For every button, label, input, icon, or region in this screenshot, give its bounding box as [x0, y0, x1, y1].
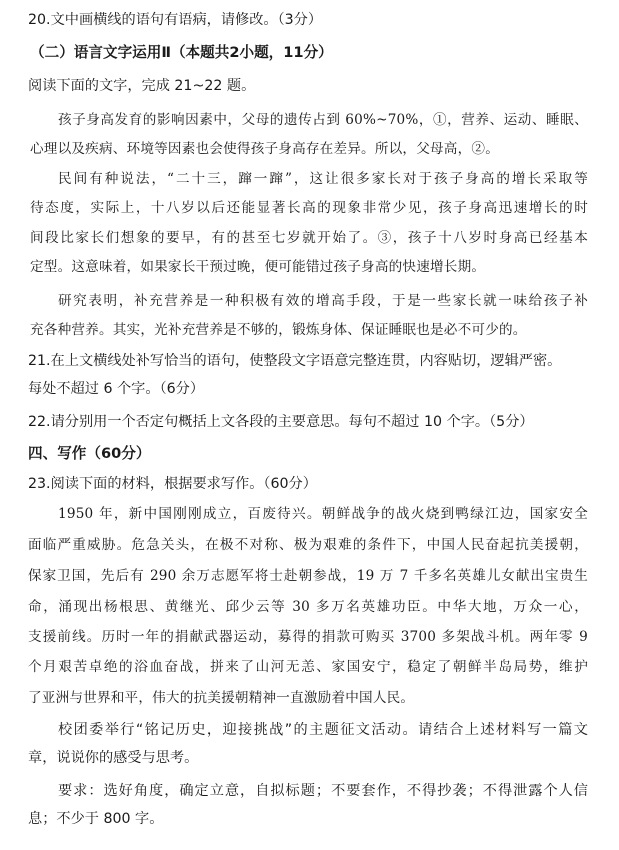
- question-23: 23.阅读下面的材料，根据要求写作。（60分）: [28, 476, 317, 492]
- section-4-heading: 四、写作（60分）: [28, 445, 151, 462]
- material-line1: 1950 年，新中国刚刚成立，百废待兴。朝鲜战争的战火烧到鸭绿江边，国家安全: [58, 506, 588, 522]
- material-line6: 个月艰苦卓绝的浴血奋战，拼来了山河无恙、家国安宁，稳定了朝鲜半岛局势，维护: [28, 659, 588, 675]
- passage-p2-line4: 定型。这意味着，如果家长干预过晚，便可能错过孩子身高的快速增长期。: [30, 259, 486, 275]
- question-22: 22.请分别用一个否定句概括上文各段的主要意思。每句不超过 10 个字。（5分）: [28, 414, 534, 430]
- section-2-heading: （二）语言文字运用Ⅱ（本题共2小题，11分）: [30, 44, 333, 61]
- passage-p3-line2: 充各种营养。其实，光补充营养是不够的，锻炼身体、保证睡眠也是必不可少的。: [30, 322, 527, 338]
- material-line5: 支援前线。历时一年的捐献武器运动，募得的捐款可购买 3700 多架战斗机。两年零 9: [28, 629, 588, 645]
- passage-p1-line1: 孩子身高发育的影响因素中，父母的遗传占到 60%~70%，①，营养、运动、睡眠、: [58, 112, 588, 128]
- passage-p2-line1: 民间有种说法，“二十三，蹿一蹿”，这让很多家长对于孩子身高的增长采取等: [58, 171, 588, 187]
- passage-p2-line3: 间段比家长们想象的要早，有的甚至七岁就开始了。③，孩子十八岁时身高已经基本: [30, 230, 588, 246]
- material-line4: 命，涌现出杨根思、黄继光、邱少云等 30 多万名英雄功臣。中华大地，万众一心，: [28, 599, 588, 615]
- question-21-line1: 21.在上文横线处补写恰当的语句，使整段文字语意完整连贯，内容贴切，逻辑严密。: [28, 353, 562, 369]
- passage-p2-line2: 待态度，实际上，十八岁以后还能显著长高的现象非常少见，孩子身高迅速增长的时: [30, 200, 588, 216]
- material-line3: 保家卫国，先后有 290 余万志愿军将士赴朝参战，19 万 7 千多名英雄儿女献出宝贵生: [28, 568, 588, 584]
- material-line7: 了亚洲与世界和平，伟大的抗美援朝精神一直激励着中国人民。: [28, 690, 415, 706]
- task-line2: 章，说说你的感受与思考。: [28, 750, 199, 766]
- requirements-line2: 息；不少于 800 字。: [28, 811, 164, 827]
- passage-p1-line2: 心理以及疾病、环境等因素也会使得孩子身高存在差异。所以，父母高，②。: [30, 141, 499, 157]
- passage-p3-line1: 研究表明，补充营养是一种积极有效的增高手段，于是一些家长就一味给孩子补: [58, 293, 588, 309]
- requirements-line1: 要求：选好角度，确定立意，自拟标题；不要套作，不得抄袭；不得泄露个人信: [58, 783, 588, 799]
- material-line2: 面临严重威胁。危急关头，在极不对称、极为艰难的条件下，中国人民奋起抗美援朝，: [28, 537, 588, 553]
- question-21-line2: 每处不超过 6 个字。（6分）: [28, 381, 205, 397]
- task-line1: 校团委举行“铭记历史，迎接挑战”的主题征文活动。请结合上述材料写一篇文: [58, 722, 588, 738]
- question-20: 20.文中画横线的语句有语病，请修改。（3分）: [28, 12, 323, 28]
- instruction-21-22: 阅读下面的文字，完成 21~22 题。: [28, 78, 256, 94]
